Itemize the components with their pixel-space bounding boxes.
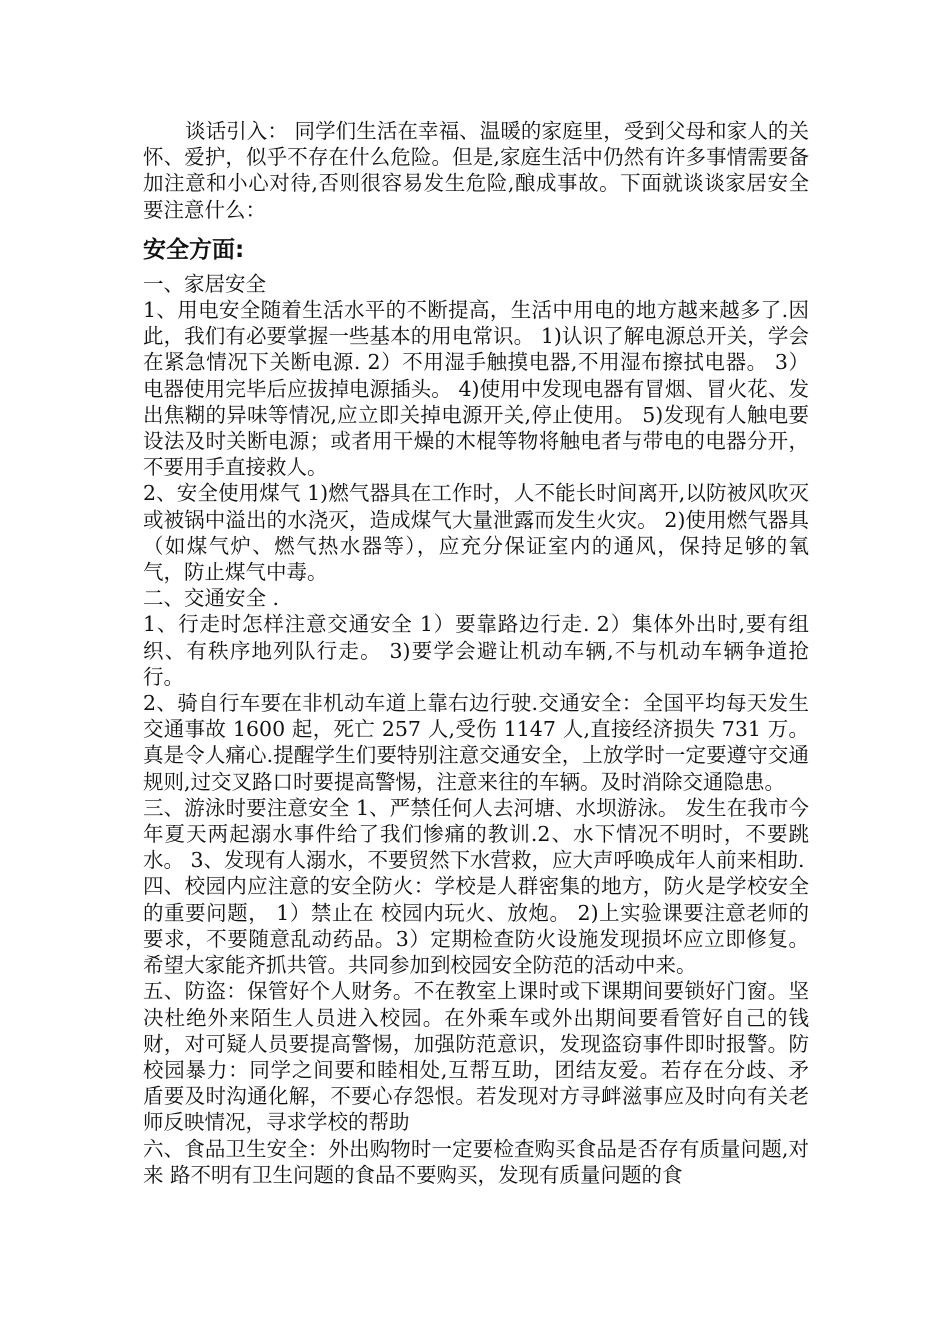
section-heading: 安全方面:	[143, 236, 245, 263]
paragraph-swimming: 三、游泳时要注意安全 1、严禁任何人去河塘、水坝游泳。 发生在我市今年夏天两起溺水事件给了我们惨痛的教训.2、水下情况不明时，不要跳水。 3、发现有人溺水，不要贸然下水营救，应大声呼唤成年人前来相助.	[143, 795, 809, 873]
intro-paragraph: 谈话引入： 同学们生活在幸福、温暖的家庭里，受到父母和家人的关怀、爱护，似乎不存在什么危险。但是,家庭生活中仍然有许多事情需要备加注意和小心对待,否则很容易发生危险,酿成事故。下面就谈谈家居安全要注意什么：	[143, 119, 809, 222]
section-title-home-safety: 一、家居安全	[143, 271, 266, 296]
paragraph-electricity: 1、用电安全随着生活水平的不断提高，生活中用电的地方越来越多了.因此，我们有必要掌握一些基本的用电常识。 1)认识了解电源总开关，学会在紧急情况下关断电源. 2）不用湿手触摸电器,不用湿布擦拭电器。 3）电器使用完毕后应拔掉电源插头。 4)使用中发现电器有冒烟、冒火花、发出焦糊的异味等情况,应立即关掉电源开关,停止使用。 5)发现有人触电要设法及时关断电源；或者用干燥的木棍等物将触电者与带电的电器分开，不要用手直接救人。	[143, 298, 809, 480]
paragraph-fire: 四、校园内应注意的安全防火：学校是人群密集的地方，防火是学校安全的重要问题， 1）禁止在 校园内玩火、放炮。 2)上实验课要注意老师的要求，不要随意乱动药品。3）定期检查防火设施发现损坏应立即修复。希望大家能齐抓共管。共同参加到校园安全防范的活动中来。	[143, 874, 809, 978]
document-page	[143, 118, 809, 1188]
paragraph-gas: 2、安全使用煤气 1)燃气器具在工作时，人不能长时间离开,以防被风吹灭或被锅中溢出的水浇灭，造成煤气大量泄露而发生火灾。 2)使用燃气器具（如煤气炉、燃气热水器等），应充分保证室内的通风，保持足够的氧气，防止煤气中毒。	[143, 481, 809, 585]
paragraph-walking: 1、行走时怎样注意交通安全 1）要靠路边行走. 2）集体外出时,要有组织、有秩序地列队行走。 3)要学会避让机动车辆,不与机动车辆争道抢行。	[143, 612, 809, 689]
paragraph-theft: 五、防盗：保管好个人财务。不在教室上课时或下课期间要锁好门窗。坚决杜绝外来陌生人员进入校园。在外乘车或外出期间要看管好自己的钱财，对可疑人员要提高警惕，加强防范意识，发现盗窃事件即时报警。防校园暴力：同学之间要和睦相处,互帮互助，团结友爱。若存在分歧、矛 盾要及时沟通化解，不要心存怨恨。若发现对方寻衅滋事应及时向有关老师反映情况，寻求学校的帮助	[143, 979, 809, 1135]
section-title-traffic: 二、交通安全 .	[143, 586, 280, 611]
paragraph-food: 六、食品卫生安全：外出购物时一定要检查购买食品是否存有质量问题,对来 路不明有卫生问题的食品不要购买，发现有质量问题的食	[143, 1136, 809, 1187]
paragraph-cycling: 2、骑自行车要在非机动车道上靠右边行驶.交通安全：全国平均每天发生交通事故 1600 起，死亡 257 人,受伤 1147 人,直接经济损失 731 万。真是令人痛心.提醒学生们要特别注意交通安全，上放学时一定要遵守交通规则,过交叉路口时要提高警惕，注意来往的车辆。及时消除交通隐患。	[143, 691, 809, 794]
